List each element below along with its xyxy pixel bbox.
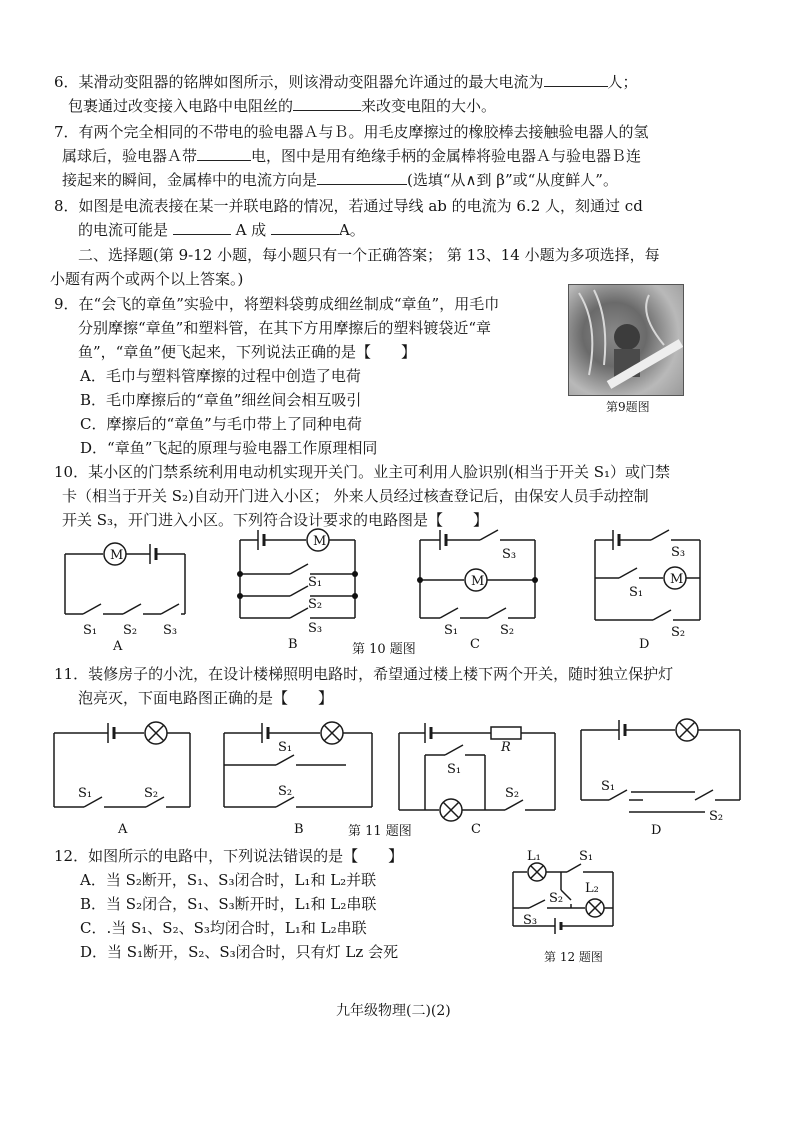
option-a-label: A <box>113 639 123 654</box>
q10-line2: 卡（相当于开关 S₂)自动开门进入小区； 外来人员经过核查登记后，由保安人员手动控制 <box>62 487 649 505</box>
option-d-label: D <box>651 823 662 838</box>
option-d-label: D <box>639 637 650 648</box>
switch-s1-label: S₁ <box>579 849 594 864</box>
switch-s2-label: S₂ <box>144 786 159 801</box>
switch-s2-label: S₂ <box>278 784 293 799</box>
switch-s3-label: S₃ <box>308 621 323 636</box>
q6-line1 <box>54 72 638 92</box>
q9-caption: 第9题图 <box>606 400 650 414</box>
option-b-label: B <box>288 637 298 648</box>
q12-caption: 第 12 题图 <box>544 950 603 964</box>
q8-blank-1[interactable] <box>173 220 231 235</box>
option-b-label: B <box>294 822 304 837</box>
switch-s2-label: S₂ <box>505 786 520 801</box>
switch-s3-label: S₃ <box>163 623 178 638</box>
switch-s1-label: S₁ <box>601 779 616 794</box>
switch-s1-label: S₁ <box>278 740 293 755</box>
motor-label: M <box>471 574 485 589</box>
q12-option-c[interactable]: C．.当 S₁、S₂、S₃均闭合时，L₁和 L₂串联 <box>80 919 367 937</box>
option-c-label: C <box>471 822 481 837</box>
q10-circuit-c[interactable] <box>410 528 550 648</box>
q10-circuit-d[interactable] <box>585 528 715 648</box>
lamp-l2-label: L₂ <box>585 881 599 896</box>
switch-s2-label: S₂ <box>709 809 724 824</box>
switch-s2-label: S₂ <box>500 623 515 638</box>
q11-line2: 泡亮灭，下面电路图正确的是【 】 <box>78 689 334 707</box>
q6-text-c: 包裹通过改变接入电路中电阻丝的 <box>68 97 294 115</box>
motor-label: M <box>110 548 124 563</box>
q8-line2 <box>78 220 365 240</box>
q6-line2 <box>68 96 496 116</box>
switch-s1-label: S₁ <box>444 623 459 638</box>
lamp-l1-label: L₁ <box>527 849 541 864</box>
switch-s2-label: S₂ <box>308 597 323 612</box>
option-a-label: A <box>118 822 128 837</box>
section2-line2: 小题有两个或两个以上答案。) <box>50 270 244 288</box>
q12-circuit[interactable] <box>505 846 625 946</box>
q9-line2: 分别摩擦“章鱼”和塑料管，在其下方用摩擦后的塑料镀袋近“章 <box>78 319 492 337</box>
q10-circuit-a[interactable] <box>55 534 205 654</box>
switch-s2-label: S₂ <box>123 623 138 638</box>
q9-option-d[interactable]: D．“章鱼”飞起的原理与验电器工作原理相同 <box>80 439 378 457</box>
q12-option-a[interactable]: A．当 S₂断开，S₁、S₃闭合时，L₁和 L₂并联 <box>80 871 377 889</box>
q9-line3: 鱼”，“章鱼”便飞起来，下列说法正确的是【 】 <box>78 343 417 361</box>
q8-line1: 8．如图是电流表接在某一并联电路的情况，若通过导线 ab 的电流为 6.2 人，刻通过 cd <box>54 197 643 215</box>
q9-experiment-photo <box>568 284 684 396</box>
q12-line1: 12．如图所示的电路中，下列说法错误的是【 】 <box>54 847 404 865</box>
q12-option-b[interactable]: B．当 S₂闭合，S₁、S₃断开时，L₁和 L₂串联 <box>80 895 377 913</box>
motor-label: M <box>670 572 684 587</box>
q7-line2 <box>62 146 641 166</box>
q9-line1: 9．在“会飞的章鱼”实验中，将塑料袋剪成细丝制成“章鱼”，用毛巾 <box>54 295 500 313</box>
q11-circuit-d[interactable] <box>575 712 755 840</box>
section2-line1: 二、选择题(第 9-12 小题，每小题只有一个正确答案； 第 13、14 小题为多项选择，每 <box>78 246 660 264</box>
q7-text-b: 电，图中是用有绝缘手柄的金属棒将验电器Ａ与验电器Ｂ连 <box>251 147 642 165</box>
q6-blank-1[interactable] <box>544 72 608 87</box>
q7-text-d: (选填“从∧到 β”或“从度鲜人”。 <box>407 171 618 189</box>
q10-caption: 第 10 题图 <box>352 642 416 657</box>
switch-s1-label: S₁ <box>629 585 644 600</box>
resistor-icon <box>491 727 521 739</box>
q9-option-a[interactable]: A．毛巾与塑料管摩擦的过程中创造了电荷 <box>80 367 361 385</box>
switch-s1-label: S₁ <box>83 623 98 638</box>
q11-line1: 11．装修房子的小沈，在设计楼梯照明电路时，希望通过楼上楼下两个开关，随时独立保护灯 <box>54 665 674 683</box>
q10-line3: 开关 S₃，开门进入小区。下列符合设计要求的电路图是【 】 <box>62 511 489 529</box>
q7-text-c: 接起来的瞬间，金属棒中的电流方向是 <box>62 171 318 189</box>
switch-s3-icon <box>161 604 179 614</box>
switch-s2-label: S₂ <box>671 625 686 640</box>
q9-option-c[interactable]: C．摩擦后的“章鱼”与毛巾带上了同种电荷 <box>80 415 362 433</box>
option-c-label: C <box>470 637 480 648</box>
q7-line1: 7．有两个完全相同的不带电的验电器Ａ与Ｂ。用毛皮摩擦过的橡胶棒去接触验电器人的氢 <box>54 123 649 141</box>
q7-blank-1[interactable] <box>197 146 251 161</box>
q6-text-d: 来改变电阻的大小。 <box>361 97 497 115</box>
page-footer: 九年级物理(二)(2) <box>336 1003 451 1019</box>
switch-s1-label: S₁ <box>308 575 323 590</box>
q12-option-d[interactable]: D．当 S₁断开，S₂、S₃闭合时，只有灯 Lz 会死 <box>80 943 399 961</box>
motor-label: M <box>313 534 327 549</box>
q11-circuit-a[interactable] <box>50 715 200 840</box>
q8-text-a: 的电流可能是 <box>78 221 169 239</box>
q7-text-a: 属球后，验电器Ａ带 <box>62 147 198 165</box>
q6-blank-2[interactable] <box>293 96 361 111</box>
switch-s3-label: S₃ <box>671 545 686 560</box>
switch-s1-label: S₁ <box>78 786 93 801</box>
q8-blank-2[interactable] <box>271 220 339 235</box>
q10-line1: 10．某小区的门禁系统利用电动机实现开关门。业主可利用人脸识别(相当于开关 S₁）或门禁 <box>54 463 671 481</box>
q7-line3 <box>62 170 618 190</box>
switch-s2-label: S₂ <box>549 891 564 906</box>
switch-s3-label: S₃ <box>523 913 538 928</box>
q11-caption: 第 11 题图 <box>348 824 412 839</box>
q8-text-b: A 成 <box>235 221 267 239</box>
switch-s1-icon <box>83 604 101 614</box>
switch-s3-label: S₃ <box>502 547 517 562</box>
q9-option-b[interactable]: B．毛巾摩擦后的“章鱼”细丝间会相互吸引 <box>80 391 362 409</box>
q7-blank-2[interactable] <box>317 170 407 185</box>
q8-text-c: A。 <box>338 221 365 239</box>
q11-circuit-c[interactable] <box>395 715 565 840</box>
q6-text-b: 人； <box>607 73 638 91</box>
switch-s2-icon <box>123 604 141 614</box>
resistor-label: R <box>501 740 511 755</box>
q6-text-a: 6．某滑动变阻器的铭牌如图所示，则该滑动变阻器允许通过的最大电流为 <box>54 73 544 91</box>
q10-circuit-b[interactable] <box>230 528 370 648</box>
switch-s1-label: S₁ <box>447 762 462 777</box>
